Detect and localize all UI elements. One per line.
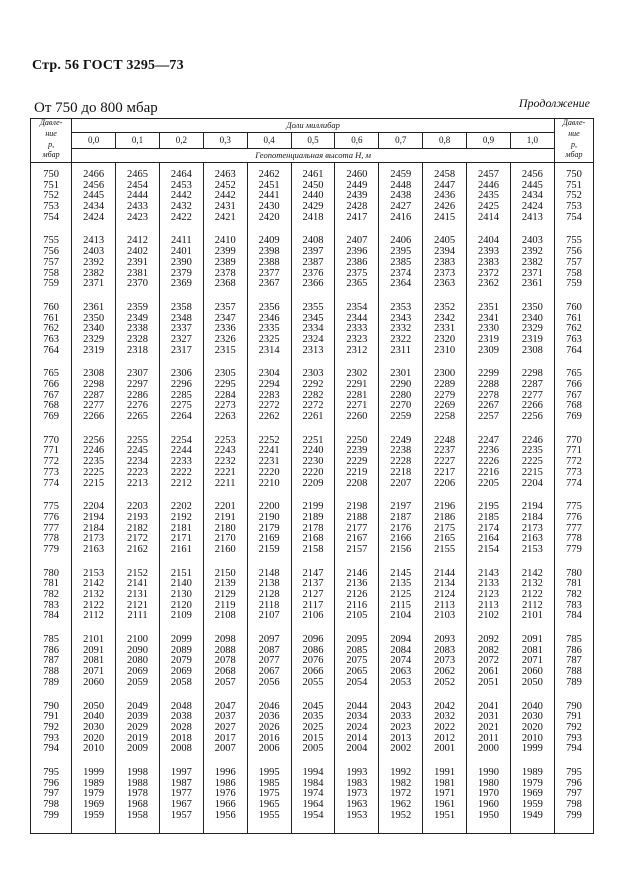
pressure-cell-left: 795 796 797 798 799 [31, 768, 72, 821]
table-cell: 2462 2451 2441 2430 2420 [247, 170, 291, 223]
table-cell: 2303 2292 2282 2272 2261 [291, 369, 335, 422]
column-header: 0,8 [423, 133, 467, 149]
pressure-cell-left: 775 776 777 778 779 [31, 502, 72, 555]
column-header: 0,7 [379, 133, 423, 149]
table-cell: 2307 2297 2286 2276 2265 [116, 369, 160, 422]
table-row-group [31, 502, 594, 555]
table-cell: 2050 2040 2030 2020 2010 [72, 702, 116, 755]
table-row-group [31, 303, 594, 356]
table-cell: 2202 2192 2181 2171 2161 [159, 502, 203, 555]
table-cell: 2044 2034 2024 2014 2004 [335, 702, 379, 755]
table-cell: 2100 2090 2080 2069 2059 [116, 635, 160, 688]
table-cell: 2457 2446 2435 2425 2414 [467, 170, 511, 223]
table-cell: 2409 2398 2388 2377 2367 [247, 236, 291, 289]
table-cell: 2096 2086 2076 2066 2055 [291, 635, 335, 688]
pressure-cell-left: 765 766 767 768 769 [31, 369, 72, 422]
table-cell: 2301 2290 2280 2270 2259 [379, 369, 423, 422]
table-cell: 2464 2453 2442 2432 2422 [159, 170, 203, 223]
table-cell: 2461 2450 2440 2429 2418 [291, 170, 335, 223]
table-cell: 1999 1989 1979 1969 1959 [72, 768, 116, 821]
table-cell: 2253 2243 2232 2221 2211 [203, 436, 247, 489]
table-cell: 2353 2343 2332 2322 2311 [379, 303, 423, 356]
table-cell: 2458 2447 2436 2426 2415 [423, 170, 467, 223]
column-header: 0,6 [335, 133, 379, 149]
pressure-cell-left: 750 751 752 753 754 [31, 170, 72, 223]
table-cell: 2195 2185 2174 2164 2154 [467, 502, 511, 555]
table-cell: 2299 2288 2278 2267 2257 [467, 369, 511, 422]
column-header: 1,0 [510, 133, 554, 149]
pressure-cell-right: 795 796 797 798 799 [554, 768, 593, 821]
table-cell: 2150 2139 2129 2119 2108 [203, 569, 247, 622]
table-cell: 2404 2393 2383 2372 2362 [467, 236, 511, 289]
table-cell: 2256 2246 2235 2225 2215 [72, 436, 116, 489]
table-cell: 2146 2136 2126 2116 2105 [335, 569, 379, 622]
table-cell: 2406 2395 2385 2374 2364 [379, 236, 423, 289]
table-cell: 2047 2037 2027 2017 2007 [203, 702, 247, 755]
table-cell: 2145 2135 2125 2115 2104 [379, 569, 423, 622]
table-cell: 2463 2452 2442 2431 2421 [203, 170, 247, 223]
table-cell: 2098 2088 2078 2068 2057 [203, 635, 247, 688]
table-cell: 2306 2296 2285 2275 2264 [159, 369, 203, 422]
table-cell: 2255 2245 2234 2223 2213 [116, 436, 160, 489]
column-header: 0,5 [291, 133, 335, 149]
table-cell: 2350 2340 2329 2319 2308 [510, 303, 554, 356]
pressure-cell-left: 760 761 762 763 764 [31, 303, 72, 356]
column-header: 0,1 [116, 133, 160, 149]
table-cell: 2041 2031 2021 2011 2000 [467, 702, 511, 755]
range-title: От 750 до 800 мбар [34, 100, 158, 116]
table-cell: 1990 1980 1970 1960 1950 [467, 768, 511, 821]
column-header: 0,2 [159, 133, 203, 149]
table-cell: 2247 2236 2226 2216 2205 [467, 436, 511, 489]
table-cell: 2048 2038 2028 2018 2008 [159, 702, 203, 755]
table-cell: 2045 2035 2025 2015 2005 [291, 702, 335, 755]
height-caption: Геопотенциальная высота H, м [72, 149, 555, 163]
table-cell: 2046 2036 2026 2016 2006 [247, 702, 291, 755]
table-cell: 2095 2085 2075 2065 2054 [335, 635, 379, 688]
table-cell: 2153 2142 2132 2122 2112 [72, 569, 116, 622]
table-cell: 2152 2141 2131 2121 2111 [116, 569, 160, 622]
table-cell: 1997 1987 1977 1967 1957 [159, 768, 203, 821]
table-cell: 2042 2032 2022 2012 2001 [423, 702, 467, 755]
table-row-group [31, 768, 594, 821]
column-header: 0,3 [203, 133, 247, 149]
column-header: 0,9 [467, 133, 511, 149]
pressure-cell-right: 760 761 762 763 764 [554, 303, 593, 356]
pressure-cell-left: 770 771 772 773 774 [31, 436, 72, 489]
table-cell: 2252 2241 2231 2220 2210 [247, 436, 291, 489]
table-cell: 2358 2348 2337 2327 2317 [159, 303, 203, 356]
table-cell: 2201 2191 2180 2170 2160 [203, 502, 247, 555]
table-cell: 2197 2187 2176 2166 2156 [379, 502, 423, 555]
table-cell: 1993 1983 1973 1963 1953 [335, 768, 379, 821]
pressure-cell-right: 750 751 752 753 754 [554, 170, 593, 223]
pressure-cell-right: 780 781 782 783 784 [554, 569, 593, 622]
table-cell: 2410 2399 2389 2378 2368 [203, 236, 247, 289]
table-cell: 1991 1981 1971 1961 1951 [423, 768, 467, 821]
table-cell: 2459 2448 2438 2427 2416 [379, 170, 423, 223]
table-cell: 2204 2194 2184 2173 2163 [72, 502, 116, 555]
table-cell: 2356 2346 2335 2325 2314 [247, 303, 291, 356]
table-cell: 2091 2081 2071 2060 2050 [510, 635, 554, 688]
table-cell: 2456 2445 2434 2424 2413 [510, 170, 554, 223]
table-cell: 2099 2089 2079 2069 2058 [159, 635, 203, 688]
table-cell: 2403 2392 2382 2371 2361 [510, 236, 554, 289]
table-cell: 1995 1985 1975 1965 1955 [247, 768, 291, 821]
table-cell: 2412 2402 2391 2381 2370 [116, 236, 160, 289]
table-cell: 2097 2087 2077 2067 2056 [247, 635, 291, 688]
pressure-cell-left: 780 781 782 783 784 [31, 569, 72, 622]
table-cell: 2298 2287 2277 2266 2256 [510, 369, 554, 422]
pressure-cell-right: 790 791 792 793 794 [554, 702, 593, 755]
table-cell: 2355 2345 2334 2324 2313 [291, 303, 335, 356]
table-cell: 1992 1982 1972 1962 1952 [379, 768, 423, 821]
table-cell: 2407 2396 2386 2375 2365 [335, 236, 379, 289]
table-cell: 2094 2084 2074 2063 2053 [379, 635, 423, 688]
pressure-cell-right: 770 771 772 773 774 [554, 436, 593, 489]
pressure-header-left: Давле- ние p, мбар [31, 119, 72, 163]
table-cell: 2466 2456 2445 2434 2424 [72, 170, 116, 223]
table-cell: 2351 2341 2330 2319 2309 [467, 303, 511, 356]
table-row-group [31, 702, 594, 755]
table-cell: 2246 2235 2225 2215 2204 [510, 436, 554, 489]
pressure-cell-right: 765 766 767 768 769 [554, 369, 593, 422]
table-cell: 2203 2193 2182 2172 2162 [116, 502, 160, 555]
table-cell: 2144 2134 2124 2113 2103 [423, 569, 467, 622]
table-cell: 2147 2137 2127 2117 2106 [291, 569, 335, 622]
table-cell: 2254 2244 2233 2222 2212 [159, 436, 203, 489]
pressure-cell-right: 775 776 777 778 779 [554, 502, 593, 555]
table-cell: 1998 1988 1978 1968 1958 [116, 768, 160, 821]
table-cell: 1996 1986 1976 1966 1956 [203, 768, 247, 821]
table-cell: 2049 2039 2029 2019 2009 [116, 702, 160, 755]
table-row-group [31, 436, 594, 489]
table-cell: 2352 2342 2331 2320 2310 [423, 303, 467, 356]
table-cell: 2148 2138 2128 2118 2107 [247, 569, 291, 622]
table-cell: 2305 2295 2284 2273 2263 [203, 369, 247, 422]
table-cell: 2043 2033 2023 2013 2002 [379, 702, 423, 755]
table-cell: 2251 2240 2230 2220 2209 [291, 436, 335, 489]
table-cell: 1989 1979 1969 1959 1949 [510, 768, 554, 821]
pressure-cell-right: 755 756 757 758 759 [554, 236, 593, 289]
table-cell: 2361 2350 2340 2329 2319 [72, 303, 116, 356]
table-cell: 2250 2239 2229 2219 2208 [335, 436, 379, 489]
table-cell: 2357 2347 2336 2326 2315 [203, 303, 247, 356]
pressure-cell-left: 755 756 757 758 759 [31, 236, 72, 289]
table-cell: 1994 1984 1974 1964 1954 [291, 768, 335, 821]
table-cell: 2198 2188 2177 2167 2157 [335, 502, 379, 555]
pressure-header-right: Давле- ние p, мбар [554, 119, 593, 163]
pressure-cell-left: 785 786 787 788 789 [31, 635, 72, 688]
column-header: 0,4 [247, 133, 291, 149]
table-cell: 2408 2397 2387 2376 2366 [291, 236, 335, 289]
page-header: Стр. 56 ГОСТ 3295—73 [32, 58, 184, 73]
pressure-cell-right: 785 786 787 788 789 [554, 635, 593, 688]
table-cell: 2300 2289 2279 2269 2258 [423, 369, 467, 422]
fraction-caption: Доли миллибар [72, 119, 555, 133]
table-row-group [31, 170, 594, 223]
column-header: 0,0 [72, 133, 116, 149]
table-cell: 2413 2403 2392 2382 2371 [72, 236, 116, 289]
table-cell: 2040 2030 2020 2010 1999 [510, 702, 554, 755]
table-cell: 2196 2186 2175 2165 2155 [423, 502, 467, 555]
table-cell: 2092 2082 2072 2061 2051 [467, 635, 511, 688]
table-cell: 2460 2449 2439 2428 2417 [335, 170, 379, 223]
table-cell: 2142 2132 2122 2112 2101 [510, 569, 554, 622]
table-row-group [31, 569, 594, 622]
table-cell: 2249 2238 2228 2218 2207 [379, 436, 423, 489]
table-cell: 2199 2189 2178 2168 2158 [291, 502, 335, 555]
table-cell: 2248 2237 2227 2217 2206 [423, 436, 467, 489]
table-row-group [31, 635, 594, 688]
table-cell: 2194 2184 2173 2163 2153 [510, 502, 554, 555]
table-cell: 2143 2133 2123 2113 2102 [467, 569, 511, 622]
table-row-group [31, 369, 594, 422]
table-cell: 2405 2394 2383 2373 2363 [423, 236, 467, 289]
table-cell: 2200 2190 2179 2169 2159 [247, 502, 291, 555]
geopotential-table [30, 118, 594, 834]
table-cell: 2302 2291 2281 2271 2260 [335, 369, 379, 422]
table-cell: 2151 2140 2130 2120 2109 [159, 569, 203, 622]
table-cell: 2304 2294 2283 2272 2262 [247, 369, 291, 422]
table-cell: 2101 2091 2081 2071 2060 [72, 635, 116, 688]
table-cell: 2308 2298 2287 2277 2266 [72, 369, 116, 422]
table-cell: 2411 2401 2390 2379 2369 [159, 236, 203, 289]
table-row-group [31, 236, 594, 289]
pressure-cell-left: 790 791 792 793 794 [31, 702, 72, 755]
table-cell: 2093 2083 2073 2062 2052 [423, 635, 467, 688]
table-cell: 2465 2454 2444 2433 2423 [116, 170, 160, 223]
table-cell: 2359 2349 2338 2328 2318 [116, 303, 160, 356]
continued-label: Продолжение [518, 96, 590, 110]
table-cell: 2354 2344 2333 2323 2312 [335, 303, 379, 356]
